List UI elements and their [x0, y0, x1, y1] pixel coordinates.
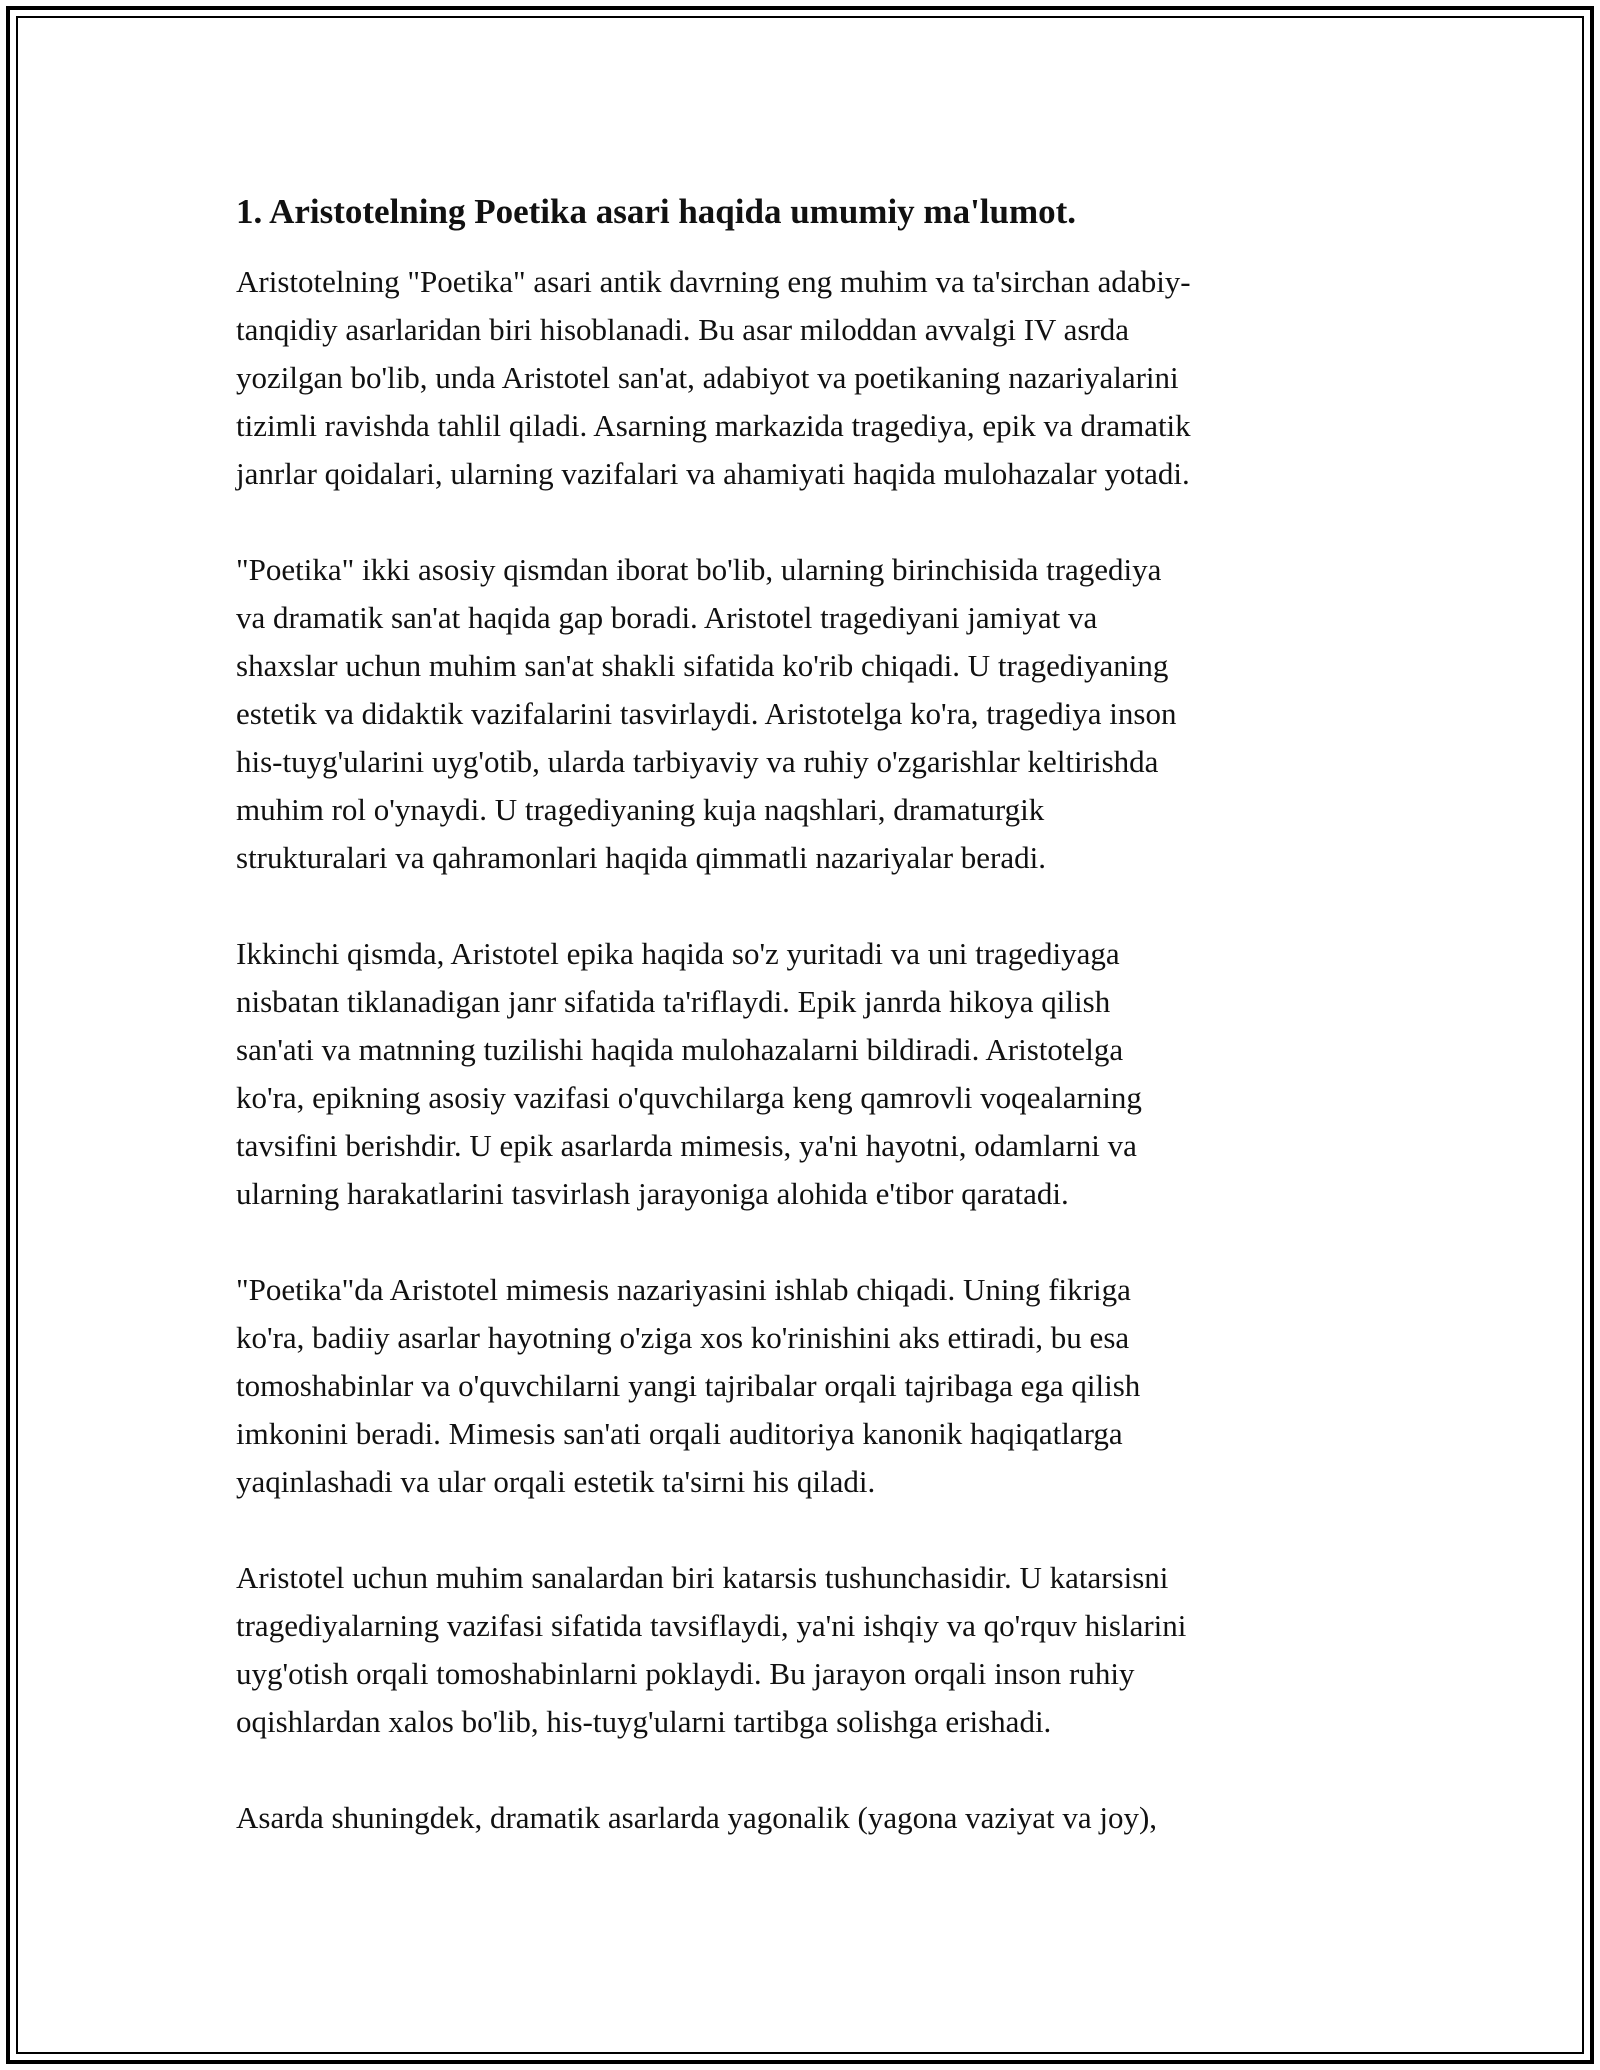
- text-line: "Poetika"da Aristotel mimesis nazariyasini ishlab chiqadi. Uning fikriga: [236, 1272, 1131, 1307]
- paragraph-2: [236, 546, 1376, 882]
- text-line: imkonini beradi. Mimesis san'ati orqali auditoriya kanonik haqiqatlarga: [236, 1416, 1123, 1451]
- document-body: [236, 188, 1376, 1890]
- paragraph-6: [236, 1794, 1376, 1842]
- text-line: tomoshabinlar va o'quvchilarni yangi tajribalar orqali tajribaga ega qilish: [236, 1368, 1141, 1403]
- text-line: va dramatik san'at haqida gap boradi. Aristotel tragediyani jamiyat va: [236, 600, 1098, 635]
- text-line: ko'ra, badiiy asarlar hayotning o'ziga xos ko'rinishini aks ettiradi, bu esa: [236, 1320, 1130, 1355]
- section-heading: 1. Aristotelning Poetika asari haqida umumiy ma'lumot.: [236, 192, 1077, 231]
- text-line: tragediyalarning vazifasi sifatida tavsiflaydi, ya'ni ishqiy va qo'rquv hislarini: [236, 1608, 1187, 1643]
- text-line: ularning harakatlarini tasvirlash jarayoniga alohida e'tibor qaratadi.: [236, 1176, 1069, 1211]
- paragraph-5: [236, 1554, 1376, 1746]
- text-line: yozilgan bo'lib, unda Aristotel san'at, adabiyot va poetikaning nazariyalarini: [236, 360, 1179, 395]
- text-line: his-tuyg'ularini uyg'otib, ularda tarbiyaviy va ruhiy o'zgarishlar keltirishda: [236, 744, 1159, 779]
- text-line: nisbatan tiklanadigan janr sifatida ta'riflaydi. Epik janrda hikoya qilish: [236, 984, 1111, 1019]
- text-line: Ikkinchi qismda, Aristotel epika haqida so'z yuritadi va uni tragediyaga: [236, 936, 1120, 971]
- text-line: Aristotelning "Poetika" asari antik davrning eng muhim va ta'sirchan adabiy-: [236, 264, 1191, 299]
- text-line: san'ati va matnning tuzilishi haqida mulohazalarni bildiradi. Aristotelga: [236, 1032, 1124, 1067]
- text-line: shaxslar uchun muhim san'at shakli sifatida ko'rib chiqadi. U tragediyaning: [236, 648, 1169, 683]
- text-line: tizimli ravishda tahlil qiladi. Asarning markazida tragediya, epik va dramatik: [236, 408, 1191, 443]
- text-line: "Poetika" ikki asosiy qismdan iborat bo'lib, ularning birinchisida tragediya: [236, 552, 1162, 587]
- text-line: ko'ra, epikning asosiy vazifasi o'quvchilarga keng qamrovli voqealarning: [236, 1080, 1142, 1115]
- text-line: Asarda shuningdek, dramatik asarlarda yagonalik (yagona vaziyat va joy),: [236, 1800, 1158, 1835]
- text-line: tavsifini berishdir. U epik asarlarda mimesis, ya'ni hayotni, odamlarni va: [236, 1128, 1137, 1163]
- paragraph-1: [236, 258, 1376, 498]
- text-line: strukturalari va qahramonlari haqida qimmatli nazariyalar beradi.: [236, 840, 1046, 875]
- text-line: yaqinlashadi va ular orqali estetik ta'sirni his qiladi.: [236, 1464, 876, 1499]
- text-line: janrlar qoidalari, ularning vazifalari va ahamiyati haqida mulohazalar yotadi.: [236, 456, 1190, 491]
- text-line: estetik va didaktik vazifalarini tasvirlaydi. Aristotelga ko'ra, tragediya inson: [236, 696, 1177, 731]
- text-line: Aristotel uchun muhim sanalardan biri katarsis tushunchasidir. U katarsisni: [236, 1560, 1169, 1595]
- paragraph-3: [236, 930, 1376, 1218]
- text-line: muhim rol o'ynaydi. U tragediyaning kuja naqshlari, dramaturgik: [236, 792, 1045, 827]
- text-line: uyg'otish orqali tomoshabinlarni poklaydi. Bu jarayon orqali inson ruhiy: [236, 1656, 1135, 1691]
- text-line: tanqidiy asarlaridan biri hisoblanadi. Bu asar miloddan avvalgi IV asrda: [236, 312, 1130, 347]
- paragraph-4: [236, 1266, 1376, 1506]
- text-line: oqishlardan xalos bo'lib, his-tuyg'ularni tartibga solishga erishadi.: [236, 1704, 1052, 1739]
